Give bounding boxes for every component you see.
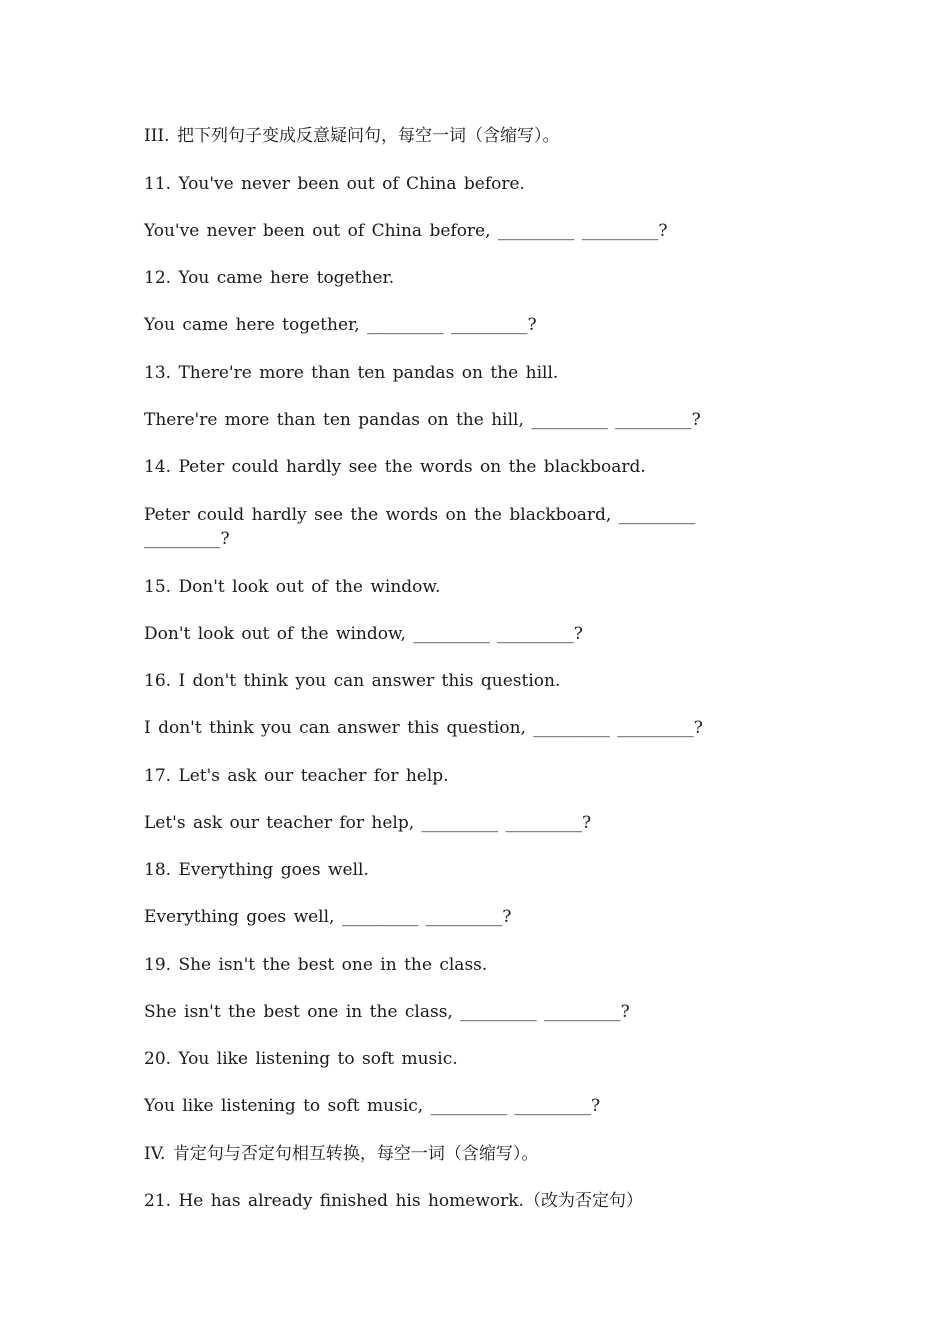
section-3-heading: III. 把下列句子变成反意疑问句，每空一词（含缩写）。 <box>144 126 560 146</box>
question-21-prompt: 21. He has already finished his homework.（改为否定句） <box>144 1191 643 1211</box>
question-17-answer-line: Let's ask our teacher for help, _________ _________? <box>144 813 592 833</box>
question-14-prompt: 14. Peter could hardly see the words on the blackboard. <box>144 457 646 477</box>
question-12-prompt: 12. You came here together. <box>144 268 395 288</box>
question-13-answer-line: There're more than ten pandas on the hill, _________ _________? <box>144 410 701 430</box>
question-18-answer-line: Everything goes well, _________ _________? <box>144 907 512 927</box>
question-18-prompt: 18. Everything goes well. <box>144 860 369 880</box>
question-13-prompt: 13. There're more than ten pandas on the hill. <box>144 363 559 383</box>
question-11-answer-line: You've never been out of China before, _________ _________? <box>144 221 668 241</box>
question-14-answer-line: Peter could hardly see the words on the blackboard, _________ _________? <box>144 505 696 549</box>
question-11-prompt: 11. You've never been out of China before. <box>144 174 525 194</box>
section-4-heading: IV. 肯定句与否定句相互转换，每空一词（含缩写）。 <box>144 1144 539 1164</box>
question-19-prompt: 19. She isn't the best one in the class. <box>144 955 488 975</box>
question-16-answer-line: I don't think you can answer this question, _________ _________? <box>144 718 703 738</box>
question-16-prompt: 16. I don't think you can answer this question. <box>144 671 561 691</box>
question-15-answer-line: Don't look out of the window, _________ _________? <box>144 624 583 644</box>
question-20-answer-line: You like listening to soft music, _________ _________? <box>144 1096 601 1116</box>
question-15-prompt: 15. Don't look out of the window. <box>144 577 441 597</box>
question-20-prompt: 20. You like listening to soft music. <box>144 1049 458 1069</box>
question-17-prompt: 17. Let's ask our teacher for help. <box>144 766 449 786</box>
question-19-answer-line: She isn't the best one in the class, _________ _________? <box>144 1002 630 1022</box>
question-12-answer-line: You came here together, _________ _________? <box>144 315 537 335</box>
